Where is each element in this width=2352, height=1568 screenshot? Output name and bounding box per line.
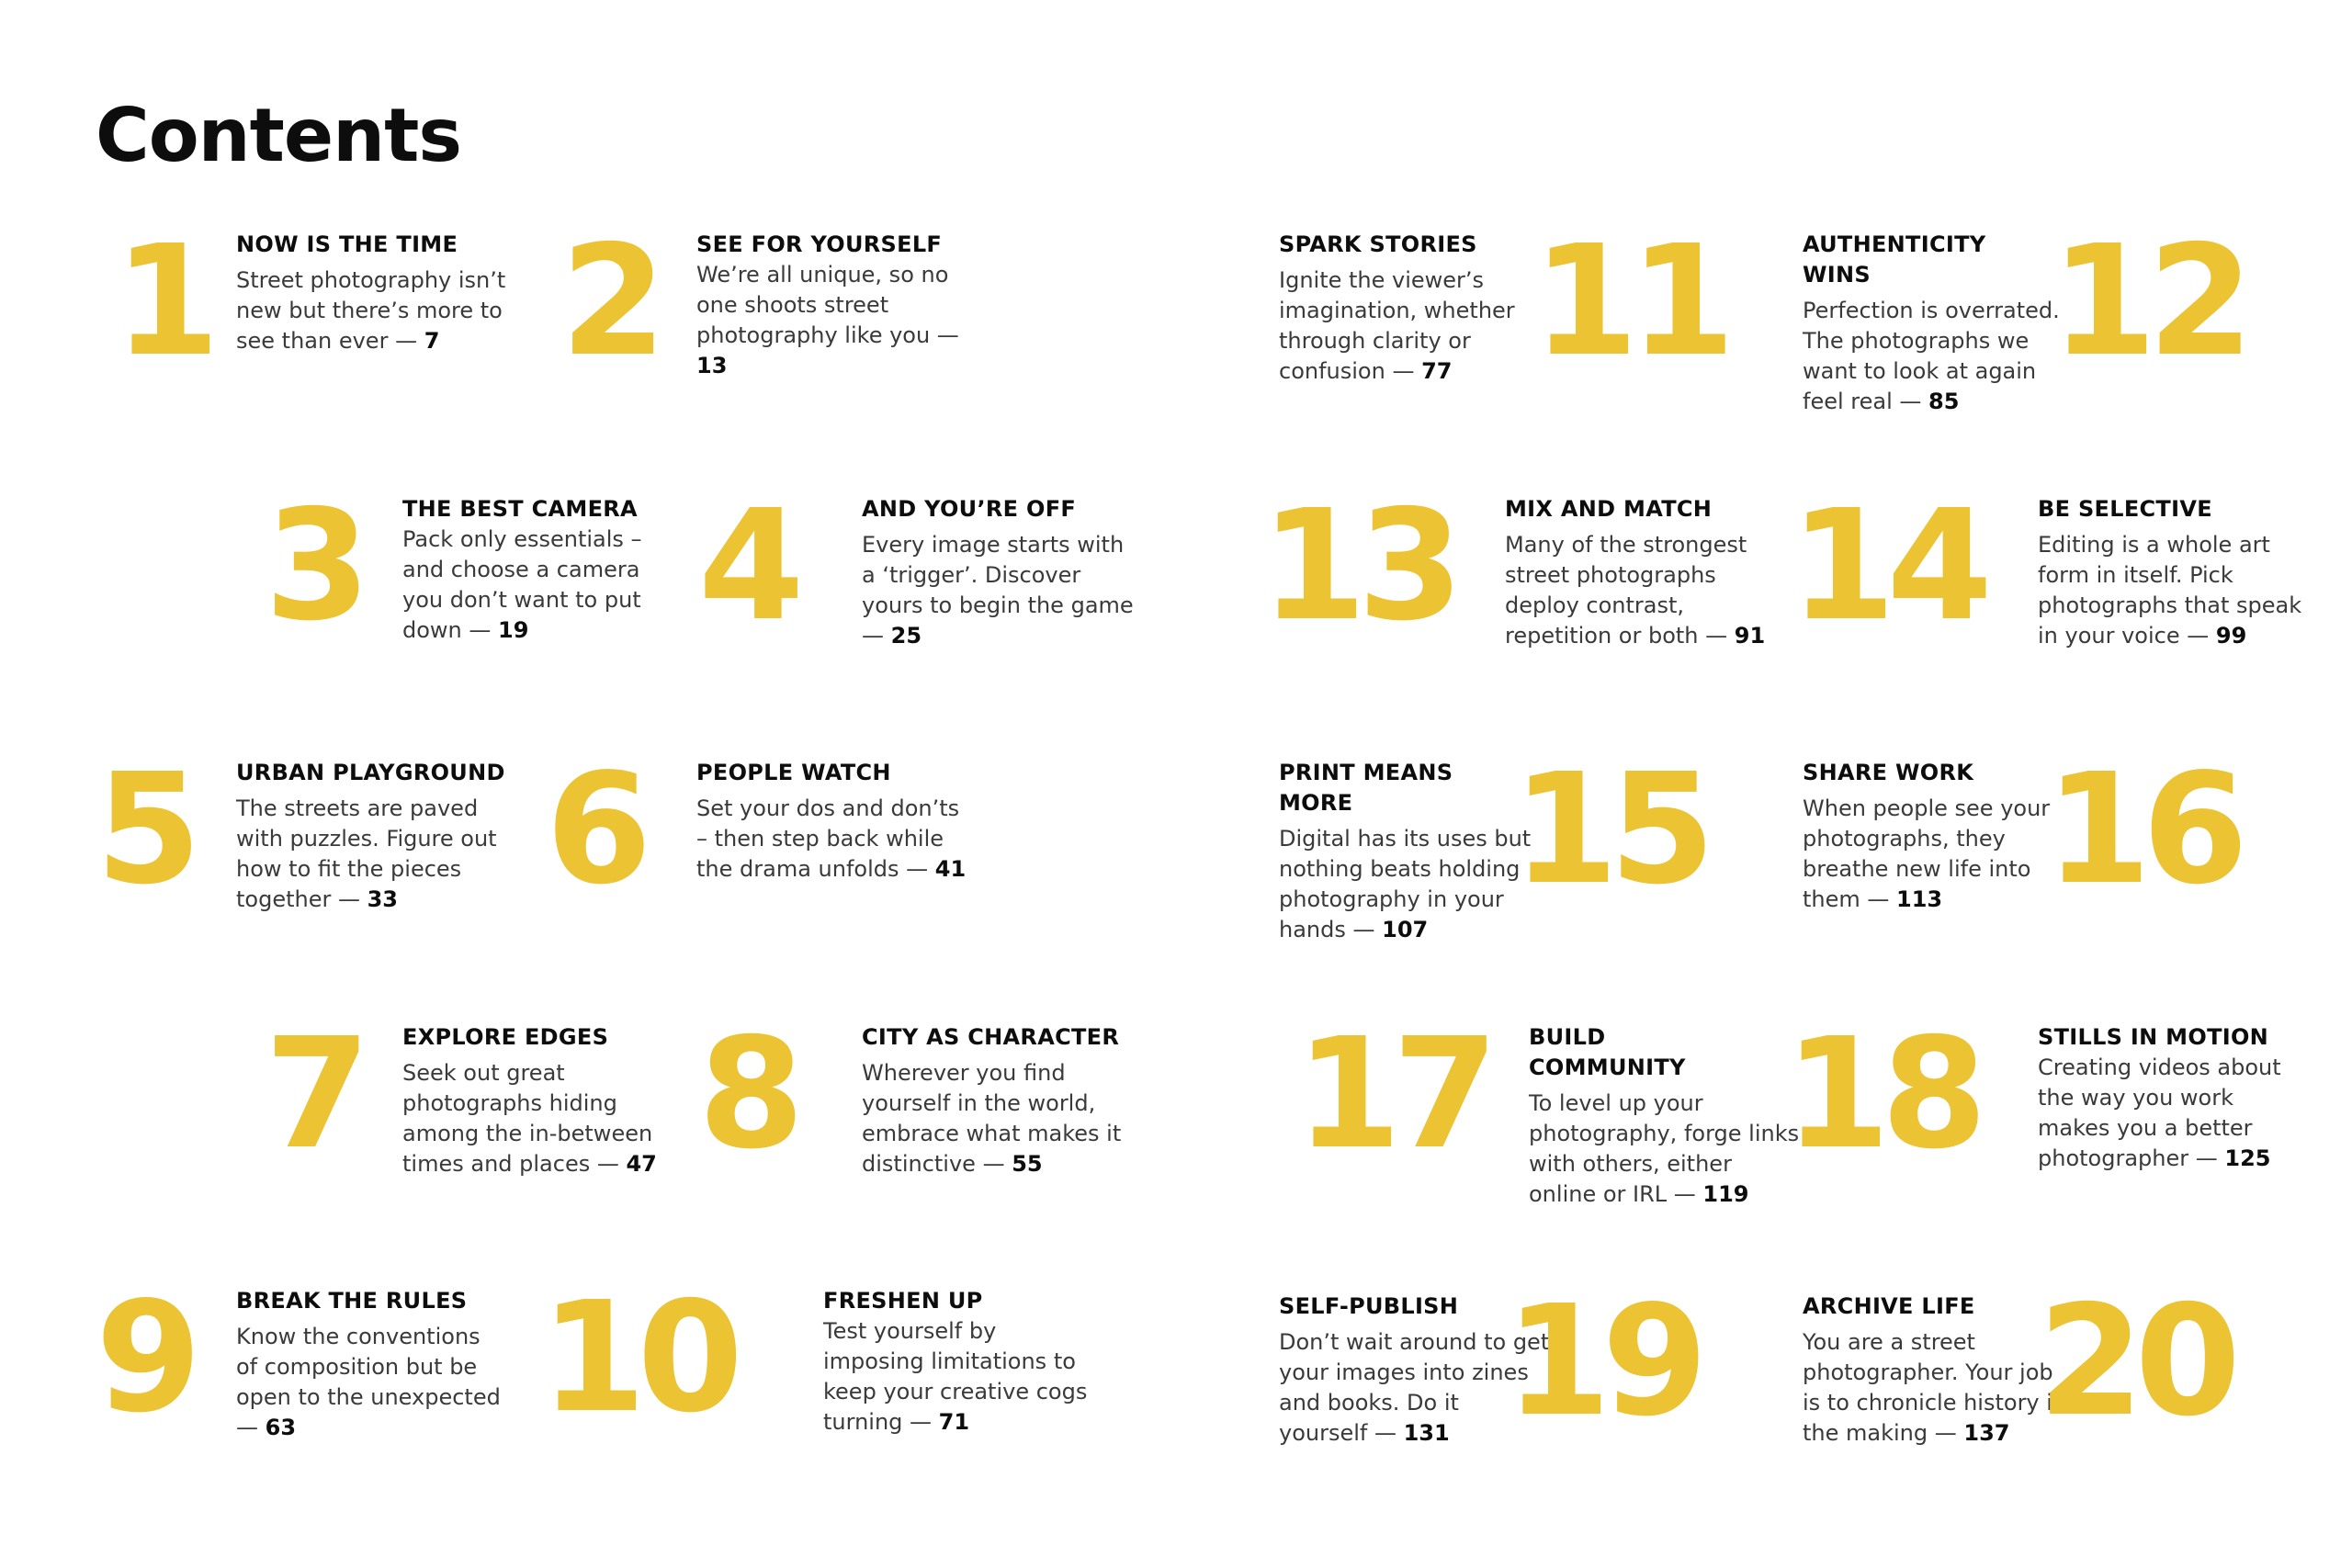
entry-desc-text: Perfection is overrated. The photographs we want to look at again feel real — <box>1803 298 2060 414</box>
entry-number-16: 16 <box>2045 741 2240 919</box>
toc-entry-9[interactable] <box>236 1286 508 1443</box>
entry-number-1: 1 <box>114 213 211 390</box>
entry-number-14: 14 <box>1790 478 1984 655</box>
entry-desc-text: To level up your photography, forge links with others, either online or IRL — <box>1529 1090 1800 1207</box>
entry-title: PRINT MEANS MORE <box>1279 760 1453 816</box>
page-number: 77 <box>1421 358 1453 384</box>
page-number: 55 <box>1012 1151 1043 1177</box>
page-number: 47 <box>626 1151 657 1177</box>
entry-desc-text: Know the conventions of composition but be open to the unexpected — <box>236 1324 501 1440</box>
toc-entry-13[interactable] <box>1505 494 1777 651</box>
entry-desc-text: Editing is a whole art form in itself. Pick photographs that speak in your voice — <box>2038 532 2302 649</box>
page-number: 137 <box>1963 1420 2010 1446</box>
entry-title: THE BEST CAMERA <box>402 496 638 522</box>
toc-entry-12[interactable] <box>1803 230 2075 417</box>
entry-title: SELF-PUBLISH <box>1279 1293 1459 1319</box>
page-number: 19 <box>498 617 529 643</box>
entry-number-10: 10 <box>540 1269 735 1447</box>
page-title: Contents <box>96 93 461 178</box>
entry-description <box>862 530 1134 651</box>
entry-number-18: 18 <box>1784 1006 1979 1183</box>
entry-title: ARCHIVE LIFE <box>1803 1293 1975 1319</box>
entry-description <box>1803 794 2075 915</box>
entry-number-4: 4 <box>698 478 796 655</box>
toc-entry-2[interactable] <box>696 230 968 381</box>
entry-description <box>823 1316 1095 1438</box>
page-number: 71 <box>938 1409 970 1435</box>
entry-description <box>862 1058 1134 1179</box>
entry-title: MIX AND MATCH <box>1505 496 1713 522</box>
entry-description <box>236 265 508 356</box>
entry-title: BREAK THE RULES <box>236 1288 468 1314</box>
toc-entry-7[interactable] <box>402 1022 674 1179</box>
page-number: 131 <box>1403 1420 1450 1446</box>
entry-number-20: 20 <box>2038 1273 2233 1450</box>
entry-title: BE SELECTIVE <box>2038 496 2212 522</box>
toc-entry-16[interactable] <box>1803 758 2075 915</box>
toc-entry-15[interactable] <box>1279 758 1551 945</box>
entry-title: NOW IS THE TIME <box>236 231 458 257</box>
toc-entry-3[interactable] <box>402 494 674 646</box>
entry-title: STILLS IN MOTION <box>2038 1024 2269 1050</box>
entry-title: PEOPLE WATCH <box>696 760 891 785</box>
toc-entry-4[interactable] <box>862 494 1134 651</box>
toc-entry-14[interactable] <box>2038 494 2310 651</box>
entry-desc-text: Set your dos and don’ts – then step back while the drama unfolds — <box>696 795 960 882</box>
entry-description <box>696 260 968 381</box>
entry-desc-text: Ignite the viewer’s imagination, whether through clarity or confusion — <box>1279 267 1515 384</box>
toc-entry-1[interactable] <box>236 230 508 356</box>
entry-title: SEE FOR YOURSELF <box>696 231 943 257</box>
entry-description <box>1803 296 2075 417</box>
entry-number-5: 5 <box>96 741 193 919</box>
entry-desc-text: Digital has its uses but nothing beats holding photography in your hands — <box>1279 826 1532 942</box>
entry-desc-text: We’re all unique, so no one shoots street photography like you — <box>696 262 959 348</box>
entry-desc-text: Test yourself by imposing limitations to keep your creative cogs turning — <box>823 1318 1088 1435</box>
entry-description <box>1529 1089 1801 1210</box>
page-number: 25 <box>890 623 922 649</box>
entry-desc-text: Pack only essentials – and choose a camera you don’t want to put down — <box>402 526 642 643</box>
entry-desc-text: When people see your photographs, they breathe new life into them — <box>1803 795 2051 912</box>
toc-entry-18[interactable] <box>2038 1022 2310 1174</box>
entry-description <box>1279 265 1551 387</box>
toc-entry-20[interactable] <box>1803 1292 2075 1449</box>
entry-title: URBAN PLAYGROUND <box>236 760 505 785</box>
entry-number-11: 11 <box>1532 213 1727 390</box>
entry-number-19: 19 <box>1505 1273 1700 1450</box>
entry-title: EXPLORE EDGES <box>402 1024 609 1050</box>
entry-title: CITY AS CHARACTER <box>862 1024 1120 1050</box>
entry-description <box>402 1058 674 1179</box>
toc-entry-11[interactable] <box>1279 230 1551 387</box>
page-number: 113 <box>1896 886 1943 912</box>
entry-description <box>2038 1053 2310 1174</box>
entry-description <box>2038 530 2310 651</box>
entry-description <box>696 794 968 885</box>
entry-number-9: 9 <box>96 1269 193 1447</box>
entry-title: BUILD COMMUNITY <box>1529 1024 1686 1080</box>
page-number: 107 <box>1382 917 1429 942</box>
entry-desc-text: Don’t wait around to get your images into zines and books. Do it yourself — <box>1279 1329 1550 1446</box>
entry-desc-text: Street photography isn’t new but there’s more to see than ever — <box>236 267 506 354</box>
page-number: 91 <box>1734 623 1766 649</box>
toc-entry-8[interactable] <box>862 1022 1134 1179</box>
toc-entry-10[interactable] <box>823 1286 1095 1438</box>
page-number: 63 <box>265 1415 297 1440</box>
entry-number-17: 17 <box>1295 1006 1490 1183</box>
entry-title: SPARK STORIES <box>1279 231 1477 257</box>
entry-desc-text: Wherever you find yourself in the world, embrace what makes it distinctive — <box>862 1060 1122 1177</box>
entry-number-13: 13 <box>1261 478 1455 655</box>
toc-entry-5[interactable] <box>236 758 508 915</box>
entry-title: FRESHEN UP <box>823 1288 983 1314</box>
entry-title: SHARE WORK <box>1803 760 1974 785</box>
entry-description <box>236 1322 508 1443</box>
entry-number-12: 12 <box>2051 213 2245 390</box>
entry-number-2: 2 <box>560 213 658 390</box>
toc-entry-6[interactable] <box>696 758 968 885</box>
entry-description <box>402 525 674 646</box>
page-number: 13 <box>696 353 728 378</box>
entry-number-8: 8 <box>698 1006 796 1183</box>
entry-number-3: 3 <box>265 478 362 655</box>
entry-number-6: 6 <box>546 741 643 919</box>
entry-desc-text: Many of the strongest street photographs deploy contrast, repetition or both — <box>1505 532 1747 649</box>
entry-description <box>1505 530 1777 651</box>
page-number: 41 <box>934 856 967 882</box>
toc-entry-17[interactable] <box>1529 1022 1801 1210</box>
entry-description <box>1279 824 1551 945</box>
entry-number-7: 7 <box>265 1006 362 1183</box>
page-number: 119 <box>1702 1181 1749 1207</box>
entry-desc-text: Seek out great photographs hiding among the in-between times and places — <box>402 1060 653 1177</box>
entry-number-15: 15 <box>1512 741 1707 919</box>
entry-desc-text: Creating videos about the way you work makes you a better photographer — <box>2038 1055 2281 1171</box>
page-number: 85 <box>1928 389 1960 414</box>
page-number: 33 <box>367 886 399 912</box>
entry-desc-text: Every image starts with a ‘trigger’. Discover yours to begin the game — <box>862 532 1134 649</box>
entry-title: AND YOU’RE OFF <box>862 496 1077 522</box>
page-number: 99 <box>2215 623 2247 649</box>
page-number: 125 <box>2224 1145 2271 1171</box>
page-number: 7 <box>424 328 440 354</box>
entry-description <box>236 794 508 915</box>
entry-desc-text: The streets are paved with puzzles. Figure out how to fit the pieces together — <box>236 795 497 912</box>
entry-description <box>1803 1327 2075 1449</box>
entry-title: AUTHENTICITY WINS <box>1803 231 1986 288</box>
entry-desc-text: You are a street photographer. Your job is to chronicle history in the making — <box>1803 1329 2067 1446</box>
